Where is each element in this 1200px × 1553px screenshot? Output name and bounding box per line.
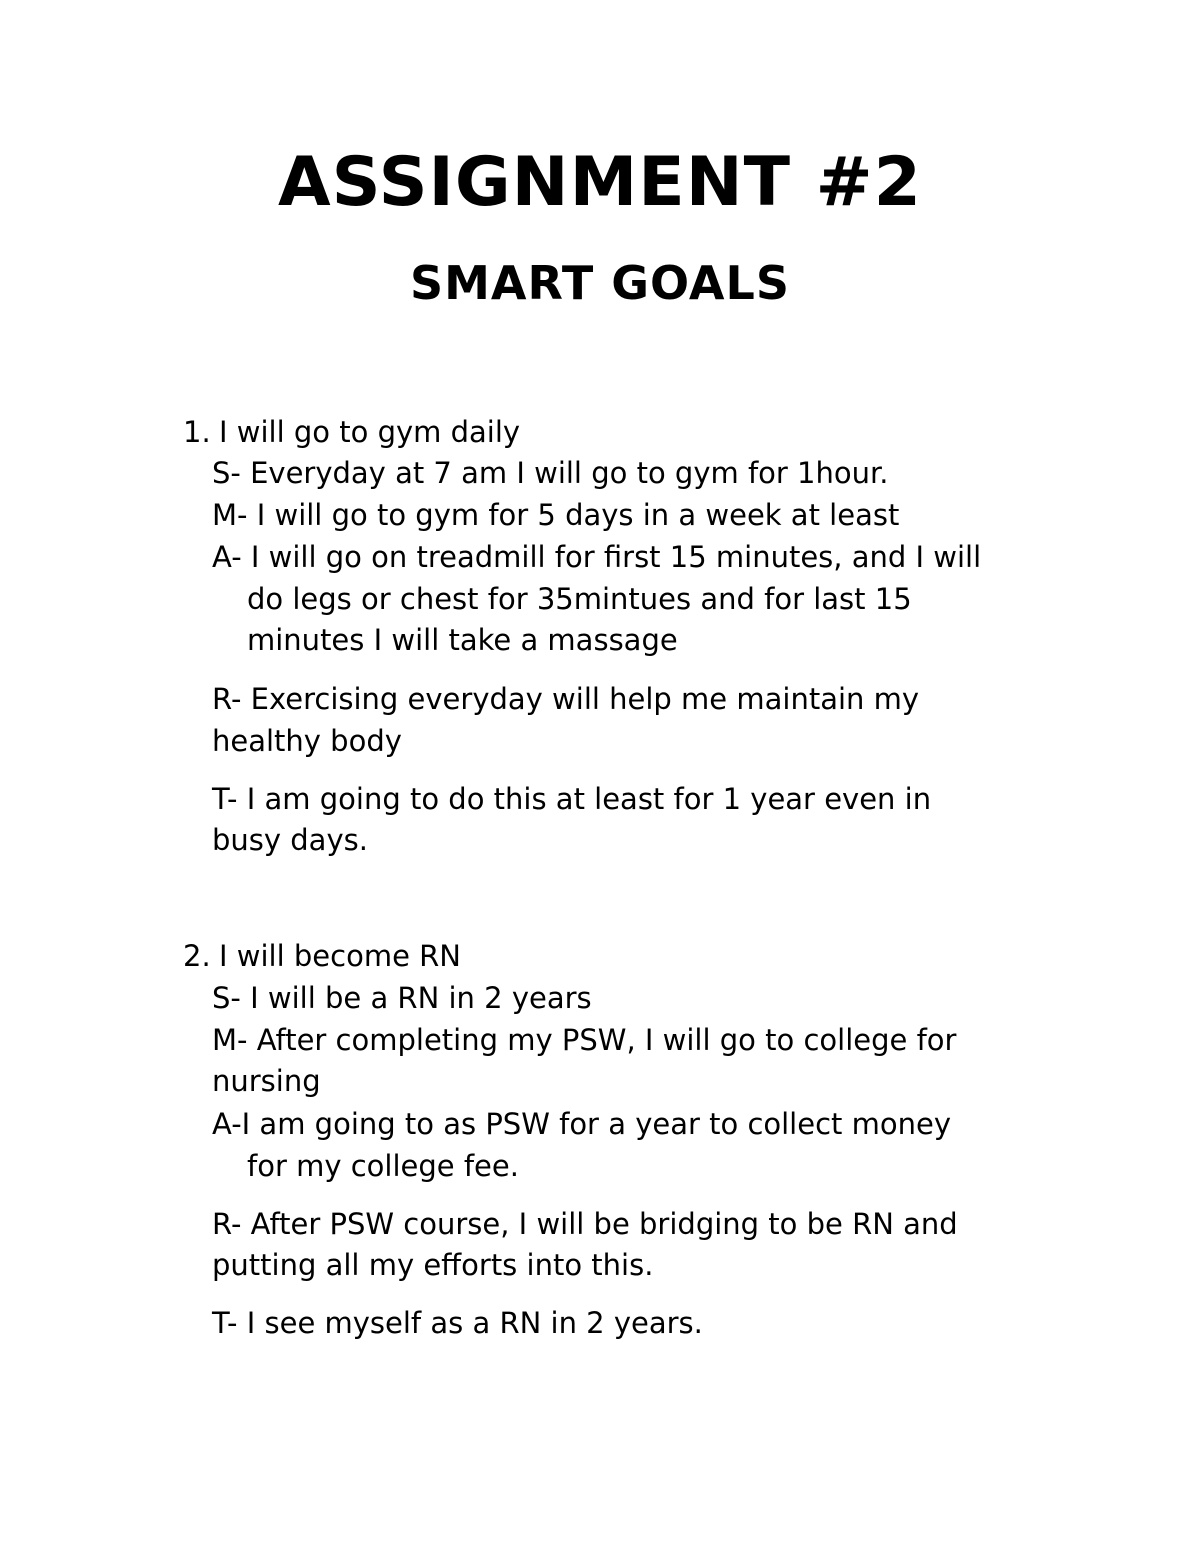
achievable-line-cont: do legs or chest for 35mintues and for last 15 [247, 582, 912, 616]
timebound-line: T- I see myself as a RN in 2 years. [212, 1306, 703, 1340]
achievable-line: A-I am going to as PSW for a year to collect money [212, 1107, 951, 1141]
measurable-line: M- After completing my PSW, I will go to college for [212, 1023, 957, 1057]
specific-line: S- I will be a RN in 2 years [212, 981, 592, 1015]
goal-title: I will become RN [219, 939, 461, 973]
achievable-line-cont: minutes I will take a massage [247, 623, 678, 657]
page-title: ASSIGNMENT #2 [278, 143, 922, 222]
page-subtitle: SMART GOALS [410, 256, 790, 310]
achievable-line: A- I will go on treadmill for first 15 minutes, and I will [212, 540, 982, 574]
goal-title: I will go to gym daily [219, 415, 521, 449]
specific-line: S- Everyday at 7 am I will go to gym for 1hour. [212, 456, 889, 490]
timebound-line-cont: busy days. [212, 823, 368, 857]
goal-number: 1. [183, 415, 211, 449]
measurable-line-cont: nursing [212, 1064, 321, 1098]
goal-number: 2. [183, 939, 211, 973]
relevant-line-cont: healthy body [212, 724, 402, 758]
relevant-line: R- Exercising everyday will help me maintain my [212, 682, 920, 716]
achievable-line-cont: for my college fee. [247, 1149, 519, 1183]
timebound-line: T- I am going to do this at least for 1 year even in [212, 782, 932, 816]
measurable-line: M- I will go to gym for 5 days in a week at least [212, 498, 900, 532]
relevant-line-cont: putting all my efforts into this. [212, 1248, 654, 1282]
relevant-line: R- After PSW course, I will be bridging to be RN and [212, 1207, 958, 1241]
